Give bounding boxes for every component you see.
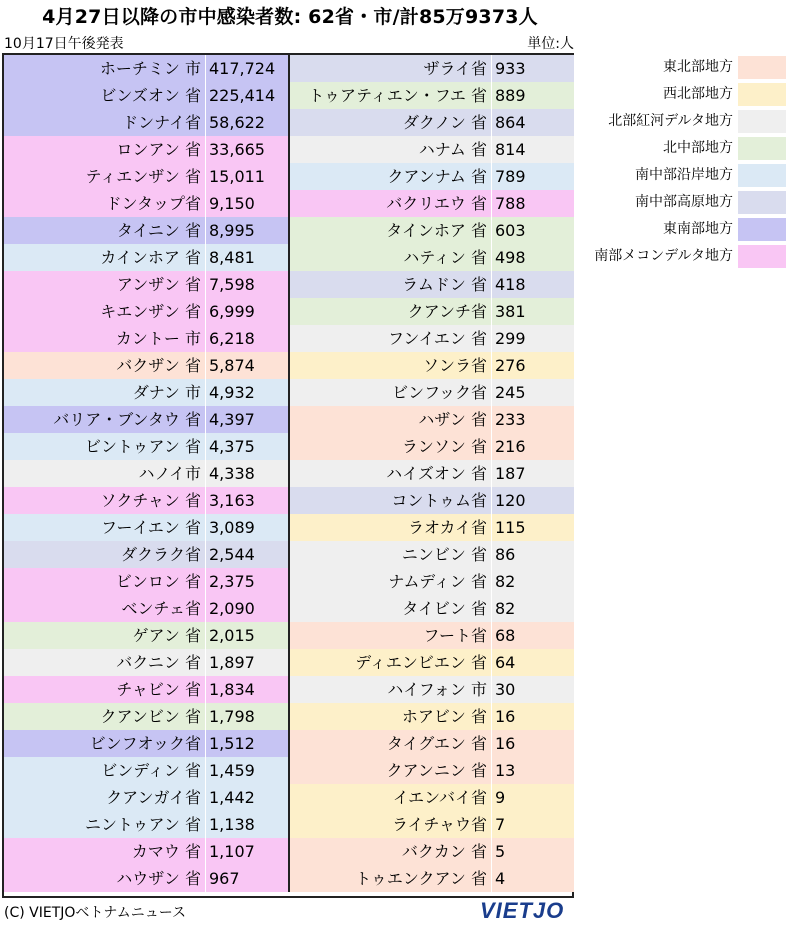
province-name: ゲアン 省 [132, 626, 201, 645]
case-count: 1,834 [205, 676, 288, 703]
legend-item [575, 216, 789, 243]
cases-table [2, 53, 574, 898]
case-count: 1,512 [205, 730, 288, 757]
legend-swatch [738, 245, 786, 268]
region-legend [575, 54, 789, 270]
province-name: バクカン 省 [401, 842, 487, 861]
province-name: ナムディン 省 [388, 572, 487, 591]
table-row [290, 595, 574, 622]
case-count: 115 [491, 514, 574, 541]
legend-item [575, 189, 789, 216]
case-count: 9,150 [205, 190, 288, 217]
case-count: 245 [491, 379, 574, 406]
table-row [4, 163, 288, 190]
province-name: イエンバイ省 [392, 788, 487, 807]
table-row [290, 676, 574, 703]
table-row [4, 541, 288, 568]
province-name: ビンロン 省 [115, 572, 201, 591]
table-row [4, 109, 288, 136]
legend-swatch [738, 218, 786, 241]
province-name: カマウ 省 [131, 842, 201, 861]
province-name: ダクノン 省 [402, 113, 487, 132]
case-count: 788 [491, 190, 574, 217]
province-name: ハナム 省 [418, 140, 487, 159]
case-count: 33,665 [205, 136, 288, 163]
case-count: 7,598 [205, 271, 288, 298]
case-count: 418 [491, 271, 574, 298]
province-name: ソクチャン 省 [100, 491, 201, 510]
province-name: ビントゥアン 省 [84, 437, 201, 456]
table-row [290, 217, 574, 244]
table-row [4, 433, 288, 460]
table-row [290, 757, 574, 784]
province-name: フート省 [423, 626, 487, 645]
table-row [4, 271, 288, 298]
legend-swatch [738, 164, 786, 187]
table-row [290, 514, 574, 541]
case-count: 4,397 [205, 406, 288, 433]
case-count: 30 [491, 676, 574, 703]
case-count: 8,481 [205, 244, 288, 271]
table-row [4, 595, 288, 622]
case-count: 5 [491, 838, 574, 865]
table-row [4, 190, 288, 217]
case-count: 3,089 [205, 514, 288, 541]
case-count: 4,375 [205, 433, 288, 460]
province-name: ビンフック省 [392, 383, 487, 402]
case-count: 1,107 [205, 838, 288, 865]
province-name: トゥエンクアン 省 [355, 869, 487, 888]
table-row [290, 541, 574, 568]
table-row [290, 433, 574, 460]
table-row [290, 622, 574, 649]
province-name: バクニン 省 [116, 653, 201, 672]
legend-label: 南部メコンデルタ地方 [594, 248, 733, 264]
table-row [4, 730, 288, 757]
table-row [290, 406, 574, 433]
page-title: 4月27日以降の市中感染者数: 62省・市/計85万9373人 [42, 6, 538, 28]
case-count: 13 [491, 757, 574, 784]
case-count: 603 [491, 217, 574, 244]
province-name: ダクラク省 [120, 545, 201, 564]
table-row [4, 487, 288, 514]
case-count: 2,544 [205, 541, 288, 568]
province-name: タイニン 省 [116, 221, 201, 240]
legend-swatch [738, 191, 786, 214]
table-row [4, 757, 288, 784]
province-name: フーイエン 省 [101, 518, 201, 537]
case-count: 276 [491, 352, 574, 379]
legend-item [575, 81, 789, 108]
case-count: 8,995 [205, 217, 288, 244]
table-row [4, 865, 288, 892]
case-count: 4,338 [205, 460, 288, 487]
table-row [290, 487, 574, 514]
table-row [290, 163, 574, 190]
table-row [4, 649, 288, 676]
case-count: 4,932 [205, 379, 288, 406]
province-name: タインホア 省 [386, 221, 487, 240]
province-name: ソンラ省 [422, 356, 487, 375]
province-name: ドンタップ省 [105, 194, 201, 213]
province-name: タイビン 省 [402, 599, 487, 618]
case-count: 82 [491, 568, 574, 595]
case-count: 6,999 [205, 298, 288, 325]
case-count: 1,138 [205, 811, 288, 838]
case-count: 7 [491, 811, 574, 838]
case-count: 82 [491, 595, 574, 622]
table-row [4, 55, 288, 82]
case-count: 967 [205, 865, 288, 892]
case-count: 58,622 [205, 109, 288, 136]
table-row [4, 460, 288, 487]
province-name: コントゥム省 [391, 491, 487, 510]
table-row [290, 838, 574, 865]
table-row [4, 838, 288, 865]
legend-swatch [738, 110, 786, 133]
case-count: 216 [491, 433, 574, 460]
table-row [290, 55, 574, 82]
province-name: キエンザン 省 [100, 302, 201, 321]
legend-label: 東南部地方 [663, 221, 733, 237]
table-row [4, 82, 288, 109]
province-name: ベンチェ省 [121, 599, 201, 618]
province-name: クアンニン 省 [386, 761, 487, 780]
table-row [290, 865, 574, 892]
table-row [4, 676, 288, 703]
province-name: ビンディン 省 [101, 761, 201, 780]
case-count: 225,414 [205, 82, 288, 109]
table-row [4, 352, 288, 379]
province-name: ザライ省 [423, 59, 487, 78]
case-count: 68 [491, 622, 574, 649]
table-row [290, 730, 574, 757]
province-name: ランソン 省 [401, 437, 487, 456]
case-count: 1,798 [205, 703, 288, 730]
province-name: ハノイ市 [138, 464, 201, 483]
province-name: ビンズオン 省 [100, 86, 201, 105]
case-count: 417,724 [205, 55, 288, 82]
province-name: タイグエン 省 [386, 734, 487, 753]
table-row [4, 622, 288, 649]
province-name: フンイエン 省 [387, 329, 487, 348]
case-count: 120 [491, 487, 574, 514]
table-row [290, 460, 574, 487]
province-name: クアンガイ省 [106, 788, 201, 807]
province-name: ドンナイ省 [122, 113, 201, 132]
province-name: ハザン 省 [418, 410, 487, 429]
legend-item [575, 135, 789, 162]
case-count: 3,163 [205, 487, 288, 514]
province-name: カインホア 省 [100, 248, 201, 267]
province-name: ディエンビエン 省 [355, 653, 487, 672]
legend-label: 北中部地方 [663, 140, 733, 156]
case-count: 4 [491, 865, 574, 892]
table-row [290, 379, 574, 406]
table-row [4, 136, 288, 163]
unit-label: 単位:人 [527, 36, 574, 52]
case-count: 933 [491, 55, 574, 82]
province-name: バリア・ブンタウ 省 [53, 410, 201, 429]
province-name: クアンナム 省 [387, 167, 487, 186]
case-count: 1,897 [205, 649, 288, 676]
legend-label: 南中部沿岸地方 [635, 167, 733, 183]
legend-item [575, 54, 789, 81]
table-row [290, 649, 574, 676]
table-row [290, 136, 574, 163]
legend-label: 西北部地方 [663, 86, 733, 102]
table-row [290, 109, 574, 136]
table-row [4, 703, 288, 730]
table-row [4, 298, 288, 325]
case-count: 187 [491, 460, 574, 487]
legend-item [575, 243, 789, 270]
province-name: ラオカイ省 [407, 518, 487, 537]
table-row [290, 811, 574, 838]
table-row [290, 190, 574, 217]
table-row [4, 244, 288, 271]
case-count: 86 [491, 541, 574, 568]
table-row [290, 244, 574, 271]
table-row [290, 352, 574, 379]
legend-label: 東北部地方 [663, 59, 733, 75]
legend-item [575, 108, 789, 135]
province-name: ハウザン 省 [116, 869, 201, 888]
table-row [4, 379, 288, 406]
table-row [4, 514, 288, 541]
case-count: 5,874 [205, 352, 288, 379]
province-name: アンザン 省 [116, 275, 201, 294]
table-row [4, 568, 288, 595]
case-count: 299 [491, 325, 574, 352]
case-count: 64 [491, 649, 574, 676]
province-name: ラムドン 省 [402, 275, 487, 294]
case-count: 2,015 [205, 622, 288, 649]
province-name: ホーチミン 市 [99, 59, 201, 78]
case-count: 2,375 [205, 568, 288, 595]
province-name: ニントゥアン 省 [84, 815, 201, 834]
legend-swatch [738, 56, 786, 79]
case-count: 814 [491, 136, 574, 163]
report-date: 10月17日午後発表 [4, 36, 124, 52]
case-count: 789 [491, 163, 574, 190]
province-name: クアンビン 省 [100, 707, 201, 726]
table-row [290, 325, 574, 352]
province-name: ビンフオック省 [89, 734, 201, 753]
case-count: 15,011 [205, 163, 288, 190]
table-row [290, 568, 574, 595]
table-column-left [4, 55, 288, 892]
table-row [290, 784, 574, 811]
legend-label: 北部紅河デルタ地方 [608, 113, 733, 129]
province-name: ダナン 市 [132, 383, 201, 402]
table-row [4, 811, 288, 838]
case-count: 1,459 [205, 757, 288, 784]
legend-item [575, 162, 789, 189]
table-row [290, 271, 574, 298]
province-name: ティエンザン 省 [85, 167, 201, 186]
credit-text: (C) VIETJOベトナムニュース [4, 905, 187, 921]
case-count: 498 [491, 244, 574, 271]
province-name: カントー 市 [115, 329, 201, 348]
province-name: ホアビン 省 [401, 707, 487, 726]
legend-label: 南中部高原地方 [635, 194, 733, 210]
case-count: 1,442 [205, 784, 288, 811]
logo-text: VIETJO [480, 898, 565, 923]
case-count: 864 [491, 109, 574, 136]
table-row [290, 703, 574, 730]
province-name: ロンアン 省 [116, 140, 201, 159]
province-name: ハイズオン 省 [386, 464, 487, 483]
table-column-right [288, 55, 574, 892]
table-row [4, 784, 288, 811]
case-count: 6,218 [205, 325, 288, 352]
case-count: 16 [491, 703, 574, 730]
legend-swatch [738, 83, 786, 106]
province-name: バクザン 省 [116, 356, 201, 375]
province-name: バクリエウ 省 [386, 194, 487, 213]
case-count: 9 [491, 784, 574, 811]
case-count: 889 [491, 82, 574, 109]
table-row [4, 325, 288, 352]
province-name: クアンチ省 [407, 302, 487, 321]
table-row [4, 406, 288, 433]
table-row [290, 82, 574, 109]
province-name: ハティン 省 [403, 248, 487, 267]
case-count: 233 [491, 406, 574, 433]
case-count: 16 [491, 730, 574, 757]
province-name: ニンビン 省 [401, 545, 487, 564]
province-name: ライチャウ省 [391, 815, 487, 834]
province-name: トゥアティエン・フエ 省 [308, 86, 487, 105]
legend-swatch [738, 137, 786, 160]
table-row [290, 298, 574, 325]
province-name: ハイフォン 市 [387, 680, 487, 699]
case-count: 2,090 [205, 595, 288, 622]
vietjo-logo [480, 898, 564, 924]
province-name: チャビン 省 [116, 680, 201, 699]
table-row [4, 217, 288, 244]
case-count: 381 [491, 298, 574, 325]
